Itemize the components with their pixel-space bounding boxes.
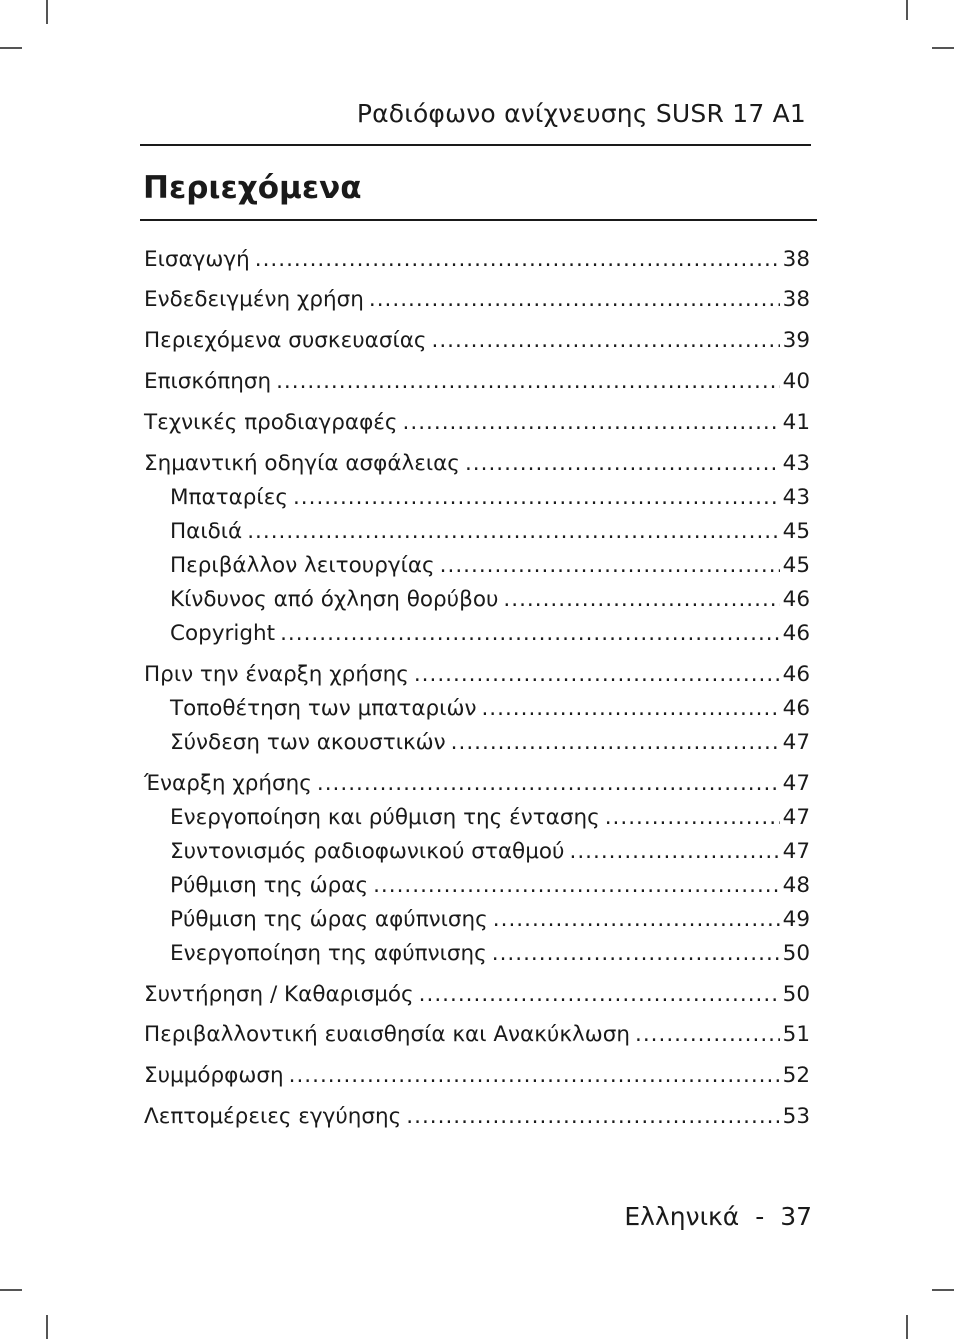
toc-subentry[interactable] xyxy=(170,905,810,935)
toc-entry-page: 41 xyxy=(782,410,810,435)
toc-entry[interactable] xyxy=(144,449,810,479)
toc-subentry[interactable] xyxy=(170,837,810,867)
crop-mark xyxy=(46,1315,48,1339)
toc-entry-label: Περιβάλλον λειτουργίας xyxy=(170,553,435,578)
toc-entry[interactable] xyxy=(144,245,810,275)
toc-entry[interactable] xyxy=(144,660,810,690)
title-divider xyxy=(140,219,817,221)
header-divider xyxy=(140,144,811,146)
crop-mark xyxy=(906,0,908,20)
toc-leader-dots xyxy=(406,1102,779,1132)
toc-entry-page: 46 xyxy=(782,621,810,646)
toc-entry-label: Κίνδυνος από όχληση θορύβου xyxy=(170,587,499,612)
toc-entry-page: 45 xyxy=(782,519,810,544)
toc-entry-page: 38 xyxy=(782,287,810,312)
toc-subentry[interactable] xyxy=(170,585,810,615)
crop-mark xyxy=(0,1289,22,1291)
toc-subentry[interactable] xyxy=(170,551,810,581)
toc-subentry[interactable] xyxy=(170,619,810,649)
toc-leader-dots xyxy=(255,245,780,275)
toc-subentry[interactable] xyxy=(170,728,810,758)
crop-mark xyxy=(906,1315,908,1339)
toc-leader-dots xyxy=(481,694,779,724)
toc-entry-page: 50 xyxy=(782,982,810,1007)
toc-leader-dots xyxy=(440,551,780,581)
toc-entry-page: 47 xyxy=(782,839,810,864)
toc-entry-label: Συμμόρφωση xyxy=(144,1063,284,1088)
toc-entry[interactable] xyxy=(144,1020,810,1050)
toc-entry-label: Ενδεδειγμένη χρήση xyxy=(144,287,364,312)
toc-entry-page: 43 xyxy=(782,451,810,476)
toc-entry-label: Ενεργοποίηση της αφύπνισης xyxy=(170,941,487,966)
crop-mark xyxy=(46,0,48,24)
toc-entry[interactable] xyxy=(144,980,810,1010)
toc-subentry[interactable] xyxy=(170,483,810,513)
toc-leader-dots xyxy=(276,367,780,397)
toc-entry-page: 46 xyxy=(782,696,810,721)
toc-entry[interactable] xyxy=(144,1061,810,1091)
crop-mark xyxy=(932,1289,954,1291)
toc-leader-dots xyxy=(492,939,780,969)
toc-entry-page: 46 xyxy=(782,587,810,612)
toc-entry[interactable] xyxy=(144,326,810,356)
toc-entry-label: Έναρξη χρήσης xyxy=(144,771,312,796)
toc-entry-label: Παιδιά xyxy=(170,519,243,544)
toc-leader-dots xyxy=(451,728,780,758)
toc-entry-page: 46 xyxy=(782,662,810,687)
toc-leader-dots xyxy=(493,905,780,935)
footer-separator: - xyxy=(755,1202,765,1231)
toc-entry-page: 38 xyxy=(782,247,810,272)
toc-entry-page: 39 xyxy=(782,328,810,353)
running-header-title: Ραδιόφωνο ανίχνευσης SUSR 17 A1 xyxy=(356,99,806,128)
toc-subentry[interactable] xyxy=(170,694,810,724)
toc-entry-page: 49 xyxy=(782,907,810,932)
toc-leader-dots xyxy=(247,517,779,547)
toc-entry-label: Ενεργοποίηση και ρύθμιση της έντασης xyxy=(170,805,600,830)
toc-leader-dots xyxy=(414,660,780,690)
toc-entry-page: 47 xyxy=(782,771,810,796)
page-number: 37 xyxy=(780,1202,812,1231)
toc-entry-page: 50 xyxy=(782,941,810,966)
toc-subentry[interactable] xyxy=(170,517,810,547)
page-footer xyxy=(624,1202,812,1231)
toc-leader-dots xyxy=(419,980,780,1010)
toc-leader-dots xyxy=(403,408,780,438)
toc-entry-page: 48 xyxy=(782,873,810,898)
toc-leader-dots xyxy=(635,1020,780,1050)
toc-entry[interactable] xyxy=(144,408,810,438)
toc-entry-page: 53 xyxy=(782,1104,810,1129)
toc-entry-label: Λεπτομέρειες εγγύησης xyxy=(144,1104,402,1129)
toc-leader-dots xyxy=(432,326,780,356)
toc-entry-label: Ρύθμιση της ώρας αφύπνισης xyxy=(170,907,488,932)
toc-entry-label: Επισκόπηση xyxy=(144,369,272,394)
toc-leader-dots xyxy=(569,837,779,867)
toc-leader-dots xyxy=(289,1061,780,1091)
toc-leader-dots xyxy=(605,803,780,833)
toc-entry[interactable] xyxy=(144,367,810,397)
toc-entry-label: Copyright xyxy=(170,621,276,646)
toc-entry-label: Εισαγωγή xyxy=(144,247,250,272)
toc-entry-label: Συντονισμός ραδιοφωνικού σταθμού xyxy=(170,839,565,864)
toc-subentry[interactable] xyxy=(170,803,810,833)
toc-entry-page: 47 xyxy=(782,805,810,830)
footer-language: Ελληνικά xyxy=(624,1202,740,1231)
toc-entry-label: Τεχνικές προδιαγραφές xyxy=(144,410,398,435)
toc-entry-page: 43 xyxy=(782,485,810,510)
toc-entry-label: Τοποθέτηση των μπαταριών xyxy=(170,696,477,721)
toc-entry-label: Περιβαλλοντική ευαισθησία και Ανακύκλωση xyxy=(144,1022,630,1047)
toc-leader-dots xyxy=(293,483,780,513)
page-title: Περιεχόμενα xyxy=(143,170,362,206)
toc-entry-page: 47 xyxy=(782,730,810,755)
toc-entry-label: Μπαταρίες xyxy=(170,485,288,510)
toc-leader-dots xyxy=(369,285,780,315)
toc-entry-label: Σύνδεση των ακουστικών xyxy=(170,730,446,755)
toc-leader-dots xyxy=(373,871,780,901)
toc-entry[interactable] xyxy=(144,1102,810,1132)
toc-entry-page: 52 xyxy=(782,1063,810,1088)
toc-leader-dots xyxy=(503,585,779,615)
crop-mark xyxy=(932,47,954,49)
toc-entry-page: 51 xyxy=(782,1022,810,1047)
toc-subentry[interactable] xyxy=(170,871,810,901)
toc-subentry[interactable] xyxy=(170,939,810,969)
crop-mark xyxy=(0,47,22,49)
toc-entry-label: Ρύθμιση της ώρας xyxy=(170,873,369,898)
toc-leader-dots xyxy=(317,769,780,799)
toc-entry-label: Σημαντική οδηγία ασφάλειας xyxy=(144,451,460,476)
toc-entry-label: Πριν την έναρξη χρήσης xyxy=(144,662,409,687)
toc-leader-dots xyxy=(465,449,780,479)
toc-entry[interactable] xyxy=(144,285,810,315)
toc-entry[interactable] xyxy=(144,769,810,799)
toc-leader-dots xyxy=(280,619,780,649)
toc-entry-label: Περιεχόμενα συσκευασίας xyxy=(144,328,427,353)
toc-entry-page: 45 xyxy=(782,553,810,578)
toc-entry-page: 40 xyxy=(782,369,810,394)
toc-entry-label: Συντήρηση / Καθαρισμός xyxy=(144,982,414,1007)
